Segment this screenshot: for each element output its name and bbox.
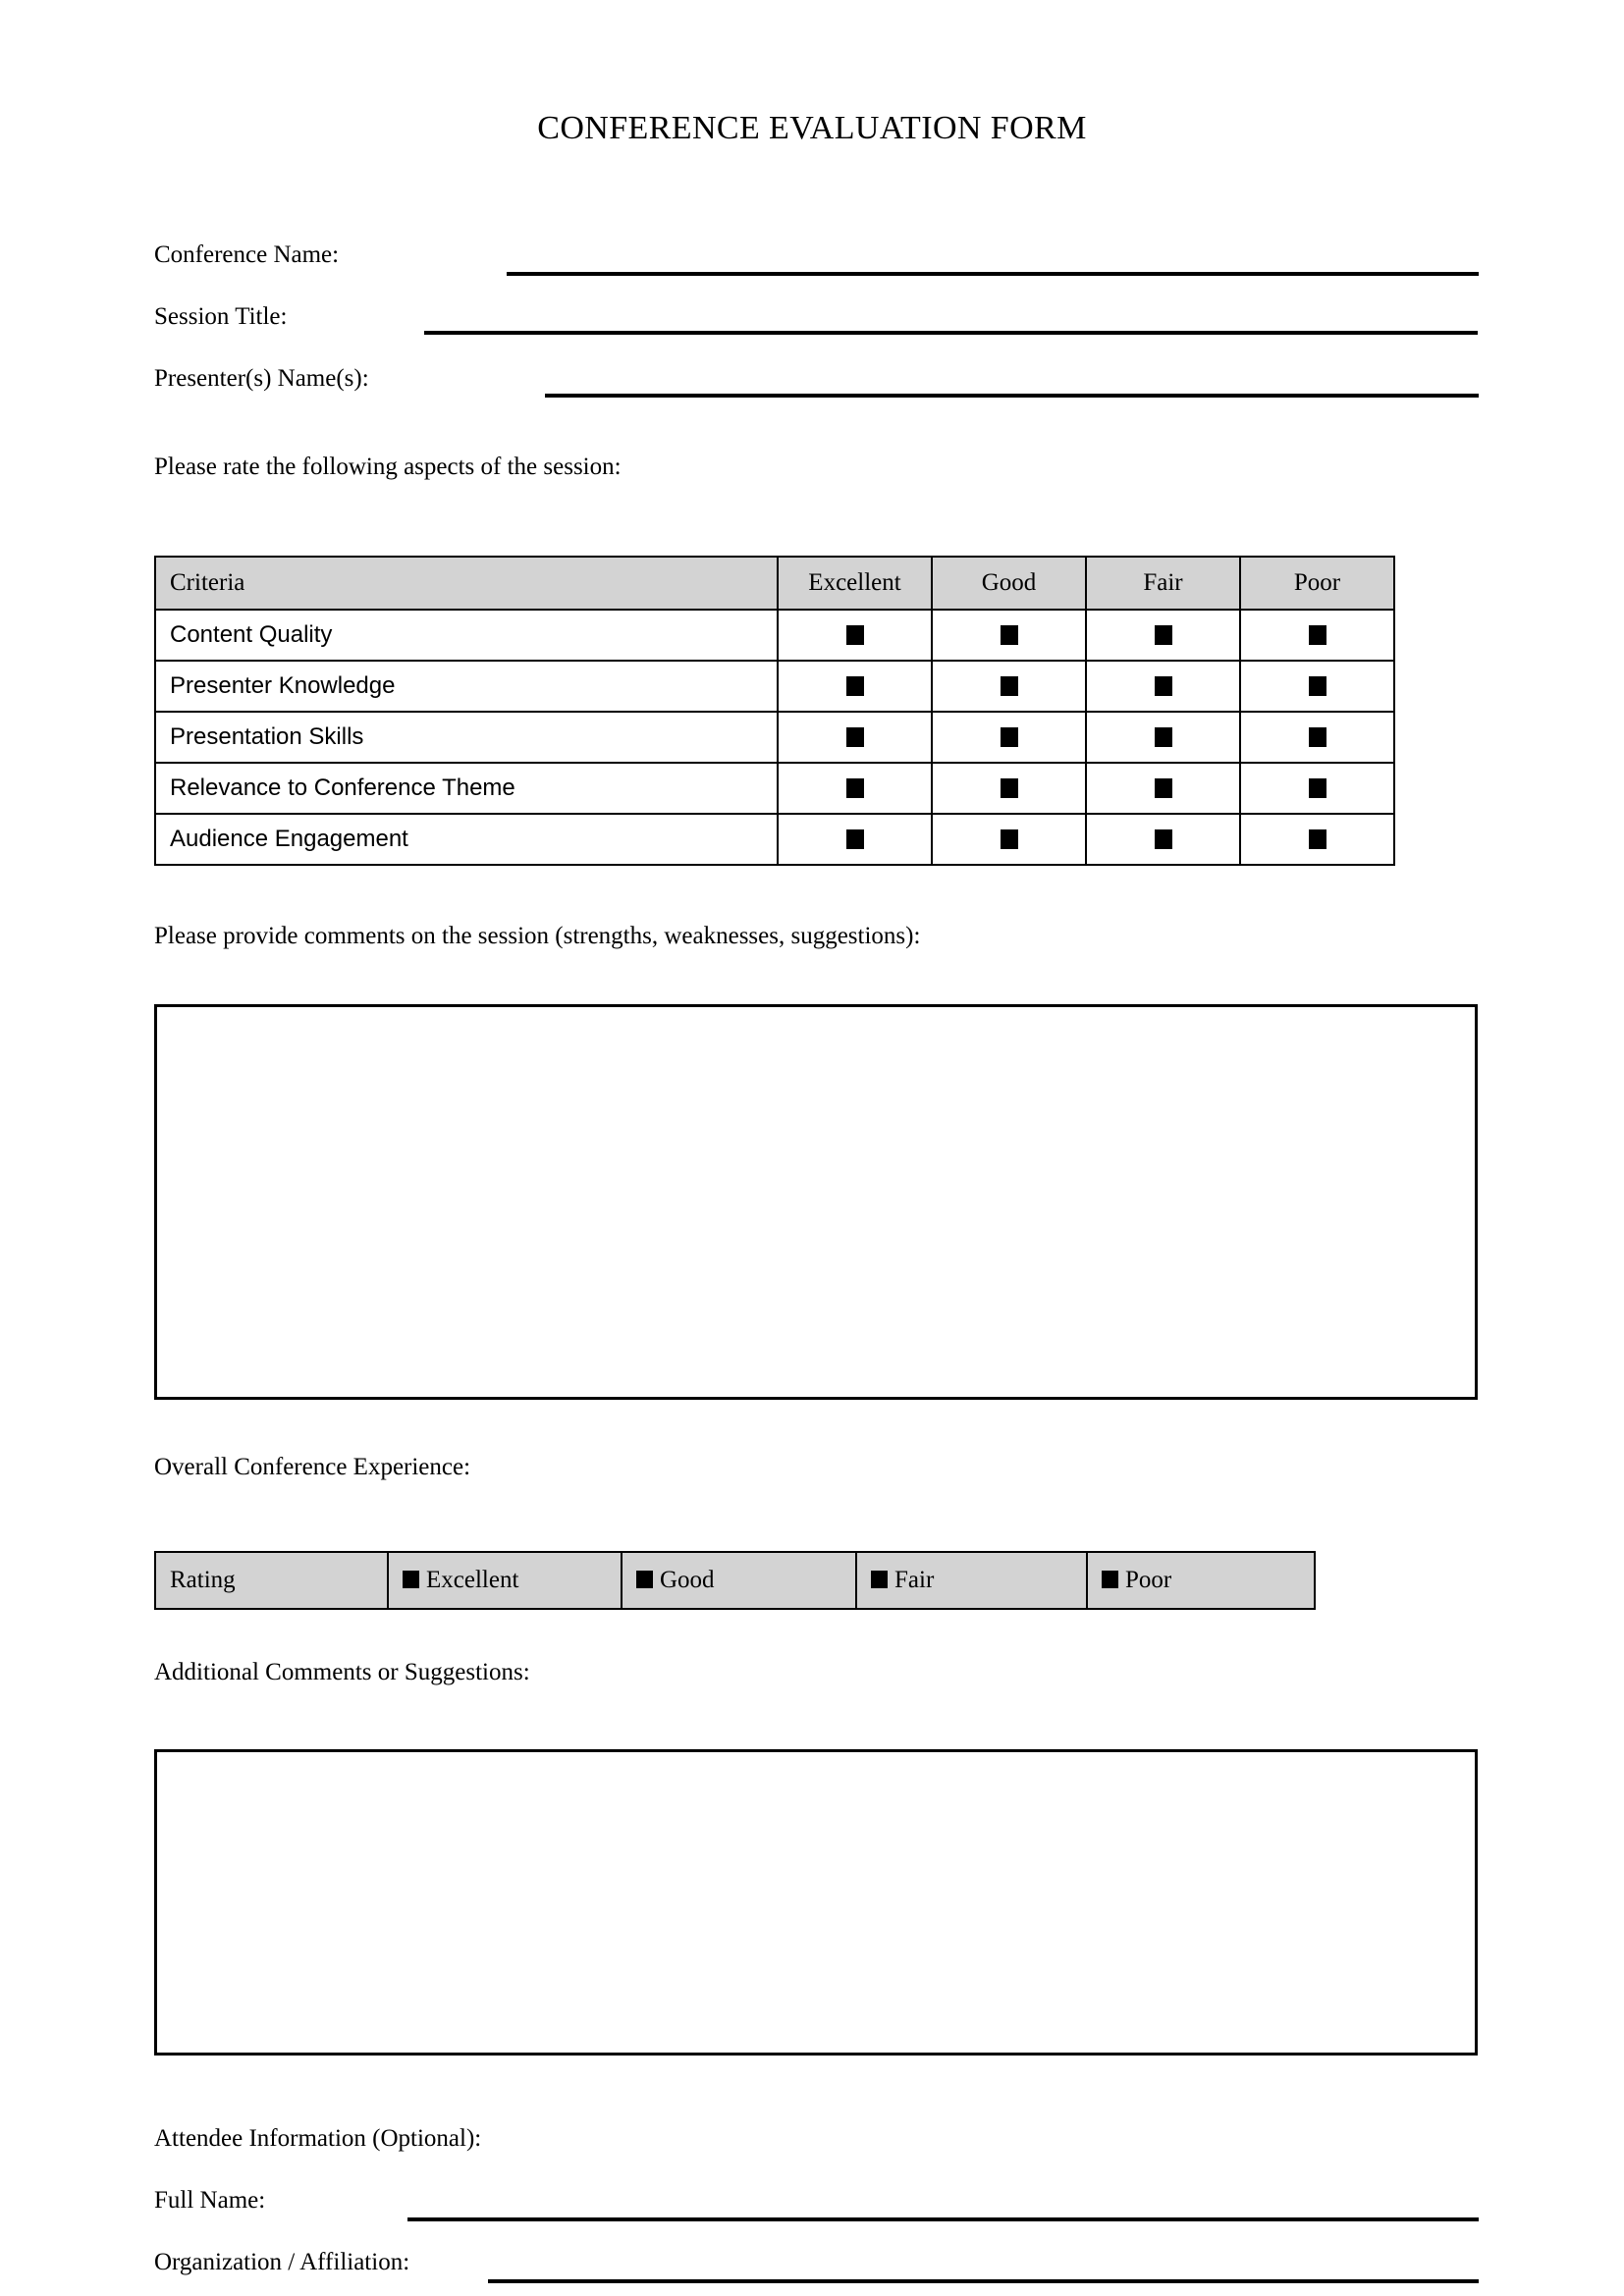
rating-checkbox-poor[interactable] [1240, 661, 1394, 712]
rating-checkbox-fair[interactable] [1086, 610, 1240, 661]
criteria-label: Audience Engagement [155, 814, 778, 865]
column-header-poor: Poor [1240, 557, 1394, 610]
conference-name-input-rule[interactable] [507, 272, 1479, 276]
rating-checkbox-good[interactable] [932, 814, 1086, 865]
checkbox-square-icon [1309, 625, 1326, 645]
overall-option-good[interactable] [622, 1552, 856, 1609]
checkbox-square-icon [1155, 676, 1172, 696]
overall-experience-prompt: Overall Conference Experience: [154, 1454, 471, 1480]
rating-checkbox-fair[interactable] [1086, 814, 1240, 865]
additional-comments-prompt: Additional Comments or Suggestions: [154, 1659, 530, 1685]
overall-option-fair[interactable] [856, 1552, 1087, 1609]
checkbox-square-icon [1001, 778, 1018, 798]
rating-checkbox-good[interactable] [932, 610, 1086, 661]
presenter-names-label: Presenter(s) Name(s): [154, 365, 369, 392]
conference-name-label: Conference Name: [154, 241, 340, 268]
checkbox-square-icon [1309, 778, 1326, 798]
organization-affiliation-label: Organization / Affiliation: [154, 2249, 410, 2275]
checkbox-square-icon [1309, 676, 1326, 696]
table-row [155, 763, 1394, 814]
checkbox-square-icon [636, 1571, 653, 1588]
overall-option-label: Fair [894, 1567, 935, 1593]
table-row [155, 610, 1394, 661]
checkbox-square-icon [846, 829, 864, 849]
checkbox-square-icon [403, 1571, 419, 1588]
table-row [155, 712, 1394, 763]
checkbox-square-icon [1155, 829, 1172, 849]
overall-option-label: Excellent [426, 1567, 519, 1593]
rating-checkbox-excellent[interactable] [778, 763, 932, 814]
overall-option-excellent[interactable] [388, 1552, 622, 1609]
checkbox-square-icon [1001, 625, 1018, 645]
criteria-label: Presentation Skills [155, 712, 778, 763]
rating-checkbox-excellent[interactable] [778, 610, 932, 661]
table-header-row [155, 557, 1394, 610]
checkbox-square-icon [846, 625, 864, 645]
criteria-rating-table [154, 556, 1395, 866]
rating-checkbox-fair[interactable] [1086, 712, 1240, 763]
criteria-label: Relevance to Conference Theme [155, 763, 778, 814]
rating-checkbox-poor[interactable] [1240, 712, 1394, 763]
overall-option-poor[interactable] [1087, 1552, 1315, 1609]
rating-checkbox-poor[interactable] [1240, 763, 1394, 814]
checkbox-square-icon [1102, 1571, 1118, 1588]
checkbox-square-icon [846, 676, 864, 696]
rating-prompt: Please rate the following aspects of the session: [154, 454, 622, 480]
column-header-criteria: Criteria [155, 557, 778, 610]
session-title-label: Session Title: [154, 303, 288, 330]
checkbox-square-icon [1001, 676, 1018, 696]
overall-option-label: Poor [1125, 1567, 1172, 1593]
rating-checkbox-excellent[interactable] [778, 712, 932, 763]
criteria-label: Content Quality [155, 610, 778, 661]
rating-checkbox-excellent[interactable] [778, 661, 932, 712]
rating-checkbox-fair[interactable] [1086, 763, 1240, 814]
checkbox-square-icon [1001, 727, 1018, 747]
overall-option-label: Good [660, 1567, 715, 1593]
checkbox-square-icon [1309, 829, 1326, 849]
checkbox-square-icon [1001, 829, 1018, 849]
table-row [155, 661, 1394, 712]
table-row [155, 1552, 1315, 1609]
overall-rating-table [154, 1551, 1316, 1610]
rating-checkbox-good[interactable] [932, 661, 1086, 712]
rating-checkbox-poor[interactable] [1240, 814, 1394, 865]
rating-checkbox-good[interactable] [932, 712, 1086, 763]
rating-checkbox-poor[interactable] [1240, 610, 1394, 661]
rating-checkbox-good[interactable] [932, 763, 1086, 814]
column-header-fair: Fair [1086, 557, 1240, 610]
full-name-label: Full Name: [154, 2187, 266, 2214]
column-header-good: Good [932, 557, 1086, 610]
full-name-input-rule[interactable] [407, 2217, 1479, 2221]
checkbox-square-icon [1155, 727, 1172, 747]
rating-checkbox-fair[interactable] [1086, 661, 1240, 712]
attendee-information-heading: Attendee Information (Optional): [154, 2125, 482, 2152]
page-title: CONFERENCE EVALUATION FORM [537, 110, 1087, 146]
checkbox-square-icon [1309, 727, 1326, 747]
rating-checkbox-excellent[interactable] [778, 814, 932, 865]
presenter-names-input-rule[interactable] [545, 394, 1479, 398]
checkbox-square-icon [1155, 625, 1172, 645]
checkbox-square-icon [1155, 778, 1172, 798]
organization-affiliation-input-rule[interactable] [488, 2279, 1479, 2283]
checkbox-square-icon [871, 1571, 888, 1588]
session-comments-prompt: Please provide comments on the session (strengths, weaknesses, suggestions): [154, 923, 921, 949]
column-header-excellent: Excellent [778, 557, 932, 610]
criteria-label: Presenter Knowledge [155, 661, 778, 712]
additional-comments-textarea[interactable] [154, 1749, 1478, 2056]
overall-rating-label: Rating [155, 1552, 388, 1609]
table-row [155, 814, 1394, 865]
checkbox-square-icon [846, 727, 864, 747]
checkbox-square-icon [846, 778, 864, 798]
session-comments-textarea[interactable] [154, 1004, 1478, 1400]
session-title-input-rule[interactable] [424, 331, 1478, 335]
